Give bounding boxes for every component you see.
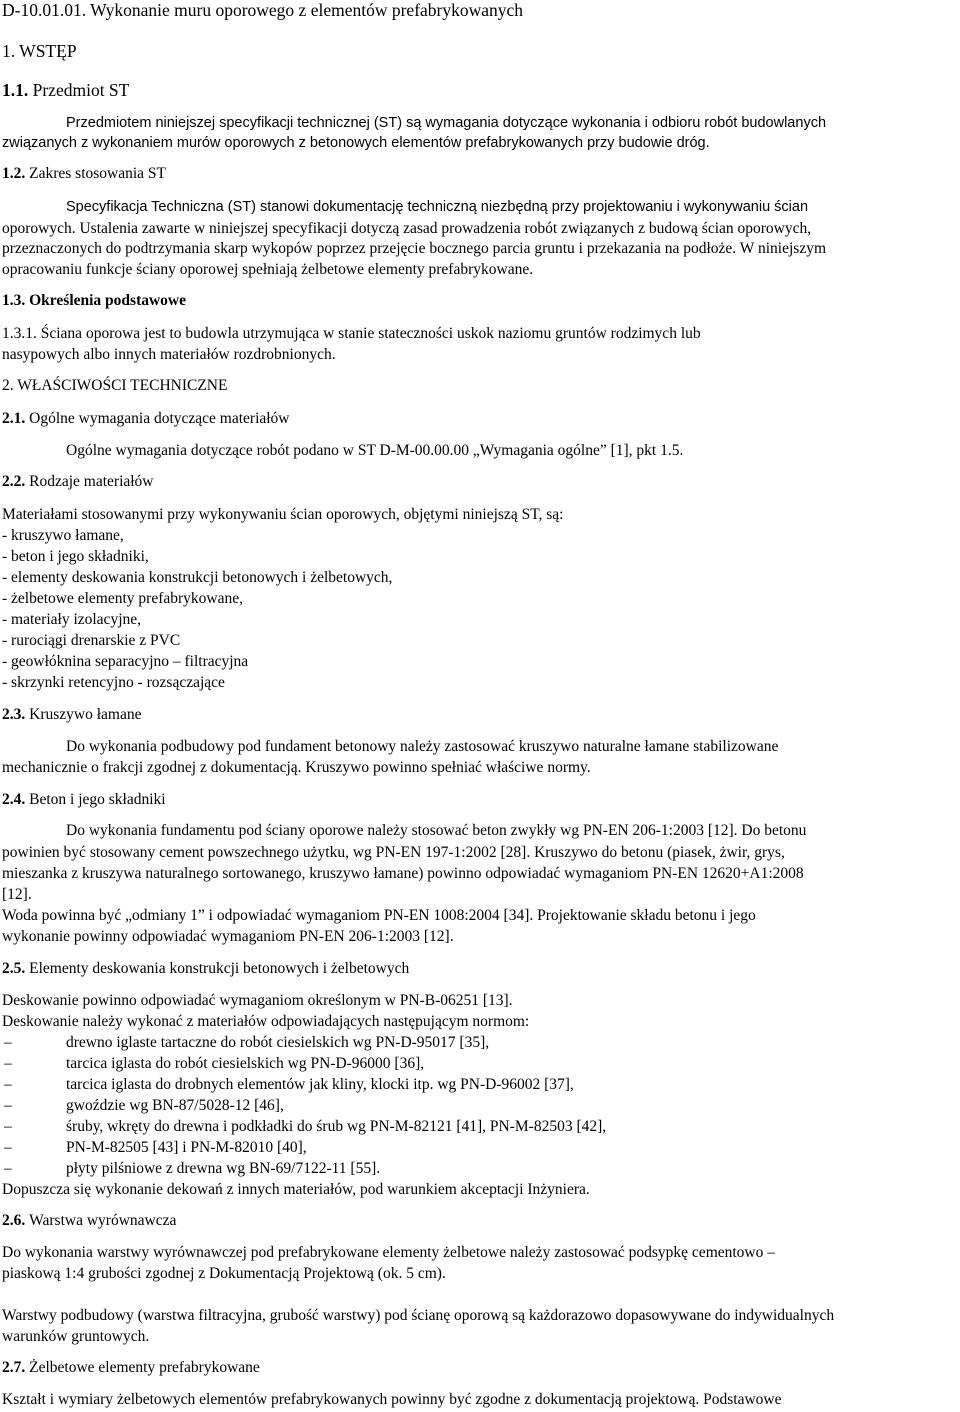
paragraph-line: Specyfikacja Techniczna (ST) stanowi dokumentację techniczną niezbędną przy projektowaniu i wykonywaniu ścian bbox=[66, 199, 809, 215]
heading-number: 1.2. bbox=[2, 165, 30, 182]
paragraph-line: warunków gruntowych. bbox=[2, 1328, 150, 1345]
heading-title: Warstwa wyrównawcza bbox=[29, 1212, 177, 1229]
dash-bullet: – bbox=[4, 1139, 12, 1156]
paragraph-line: Warstwy podbudowy (warstwa filtracyjna, grubość warstwy) pod ścianę oporową są każdorazowo dopasowywane do indywidualnych bbox=[2, 1307, 835, 1324]
dash-bullet: – bbox=[4, 1034, 12, 1051]
heading-number: 2.5. bbox=[2, 960, 30, 977]
paragraph-line: związanych z wykonaniem murów oporowych z betonowych elementów prefabrykowanych przy budowie dróg. bbox=[2, 135, 710, 151]
section-heading-1-3 bbox=[2, 291, 186, 311]
list-item: - elementy deskowania konstrukcji betonowych i żelbetowych, bbox=[2, 569, 393, 586]
paragraph-line: przeznaczonych do podtrzymania skarp wykopów poprzez przejęcie bocznego parcia gruntu i przekazania na podłoże. W niniejszym bbox=[2, 240, 827, 257]
heading-title: Zakres stosowania ST bbox=[29, 165, 167, 182]
list-item: - rurociągi drenarskie z PVC bbox=[2, 632, 181, 649]
heading-number: 1.3. bbox=[2, 292, 30, 309]
paragraph-line: mieszanka z kruszywa naturalnego sortowanego, kruszywo łamane) powinno odpowiadać wymaganiom PN-EN 12620+A1:2008 bbox=[2, 865, 804, 882]
heading-number: 2.1. bbox=[2, 410, 30, 427]
list-item: - skrzynki retencyjno - rozsączające bbox=[2, 674, 225, 691]
paragraph-line: powinien być stosowany cement powszechnego użytku, wg PN-EN 197-1:2002 [28]. Kruszywo do betonu (piasek, żwir, grys, bbox=[2, 844, 785, 861]
paragraph-line: [12]. bbox=[2, 886, 32, 903]
section-heading-1-1 bbox=[2, 80, 129, 100]
paragraph-line: Do wykonania fundamentu pod ściany oporowe należy stosować beton zwykły wg PN-EN 206-1:2003 [12]. Do betonu bbox=[66, 822, 807, 839]
heading-number: 1.1. bbox=[2, 80, 33, 100]
heading-title: Beton i jego składniki bbox=[29, 791, 166, 808]
paragraph-line: mechanicznie o frakcji zgodnej z dokumentacją. Kruszywo powinno spełniać właściwe normy. bbox=[2, 759, 591, 776]
section-heading-2-3 bbox=[2, 705, 141, 725]
section-heading-1-2 bbox=[2, 164, 166, 184]
list-item: - materiały izolacyjne, bbox=[2, 611, 142, 628]
list-item-text: gwoździe wg BN-87/5028-12 [46], bbox=[66, 1097, 284, 1114]
section-heading-2-6 bbox=[2, 1211, 176, 1231]
paragraph-line: Do wykonania warstwy wyrównawczej pod prefabrykowane elementy żelbetowe należy zastosować podsypkę cementowo – bbox=[2, 1244, 776, 1261]
heading-number: 2.3. bbox=[2, 706, 30, 723]
dash-bullet: – bbox=[4, 1118, 12, 1135]
dash-bullet: – bbox=[4, 1055, 12, 1072]
heading-title: Elementy deskowania konstrukcji betonowych i żelbetowych bbox=[29, 960, 410, 977]
list-item: - kruszywo łamane, bbox=[2, 527, 124, 544]
dash-bullet: – bbox=[4, 1160, 12, 1177]
section-heading-2-7 bbox=[2, 1358, 260, 1378]
section-heading-2-1 bbox=[2, 409, 290, 429]
list-item-text: tarcica iglasta do robót ciesielskich wg PN-D-96000 [36], bbox=[66, 1055, 425, 1072]
paragraph-line: Kształt i wymiary żelbetowych elementów prefabrykowanych powinny być zgodne z dokumentacją projektową. Podstawowe bbox=[2, 1391, 782, 1408]
dash-bullet: – bbox=[4, 1076, 12, 1093]
section-heading-2-5 bbox=[2, 959, 409, 979]
heading-number: 2.2. bbox=[2, 473, 30, 490]
list-item-text: płyty pilśniowe z drewna wg BN-69/7122-11 [55]. bbox=[66, 1160, 381, 1177]
paragraph-line: oporowych. Ustalenia zawarte w niniejszej specyfikacji dotyczą zasad prowadzenia robót związanych z budową ścian oporowych, bbox=[2, 220, 812, 237]
paragraph-line: Przedmiotem niniejszej specyfikacji technicznej (ST) są wymagania dotyczące wykonania i odbioru robót budowlanych bbox=[66, 115, 827, 131]
paragraph-line: Deskowanie należy wykonać z materiałów odpowiadających następującym normom: bbox=[2, 1013, 530, 1030]
section-heading-2-2 bbox=[2, 472, 154, 492]
heading-title: Przedmiot ST bbox=[32, 80, 130, 100]
list-item: - żelbetowe elementy prefabrykowane, bbox=[2, 590, 243, 607]
heading-title: Rodzaje materiałów bbox=[29, 473, 154, 490]
list-item-text: drewno iglaste tartaczne do robót ciesielskich wg PN-D-95017 [35], bbox=[66, 1034, 490, 1051]
heading-title: Kruszywo łamane bbox=[29, 706, 142, 723]
heading-title: Żelbetowe elementy prefabrykowane bbox=[29, 1359, 260, 1376]
paragraph-line: Do wykonania podbudowy pod fundament betonowy należy zastosować kruszywo naturalne łamane stabilizowane bbox=[66, 738, 779, 755]
heading-number: 2.4. bbox=[2, 791, 30, 808]
paragraph-line: 1.3.1. Ściana oporowa jest to budowla utrzymująca w stanie stateczności uskok naziomu gruntów rodzimych lub bbox=[2, 325, 701, 342]
heading-title: Określenia podstawowe bbox=[29, 292, 187, 309]
list-item: - beton i jego składniki, bbox=[2, 548, 149, 565]
paragraph-line: Woda powinna być „odmiany 1” i odpowiadać wymaganiom PN-EN 1008:2004 [34]. Projektowanie składu betonu i jego bbox=[2, 907, 756, 924]
paragraph-line: nasypowych albo innych materiałów rozdrobnionych. bbox=[2, 346, 336, 363]
paragraph-line: piaskową 1:4 grubości zgodnej z Dokumentacją Projektową (ok. 5 cm). bbox=[2, 1265, 446, 1282]
paragraph-line: Ogólne wymagania dotyczące robót podano w ST D-M-00.00.00 „Wymagania ogólne” [1], pkt 1.5. bbox=[66, 442, 684, 459]
paragraph-line: Materiałami stosowanymi przy wykonywaniu ścian oporowych, objętymi niniejszą ST, są: bbox=[2, 506, 564, 523]
dash-bullet: – bbox=[4, 1097, 12, 1114]
paragraph-line: wykonanie powinny odpowiadać wymaganiom PN-EN 206-1:2003 [12]. bbox=[2, 928, 454, 945]
list-item: - geowłóknina separacyjno – filtracyjna bbox=[2, 653, 249, 670]
list-item-text: PN-M-82505 [43] i PN-M-82010 [40], bbox=[66, 1139, 307, 1156]
section-heading-1: 1. WSTĘP bbox=[2, 41, 77, 61]
heading-title: Ogólne wymagania dotyczące materiałów bbox=[29, 410, 290, 427]
paragraph-line: opracowaniu funkcje ściany oporowej spełniają żelbetowe elementy prefabrykowane. bbox=[2, 261, 534, 278]
paragraph-line: Deskowanie powinno odpowiadać wymaganiom określonym w PN-B-06251 [13]. bbox=[2, 992, 513, 1009]
list-item-text: tarcica iglasta do drobnych elementów jak kliny, klocki itp. wg PN-D-96002 [37], bbox=[66, 1076, 574, 1093]
heading-number: 2.6. bbox=[2, 1212, 30, 1229]
section-heading-2: 2. WŁAŚCIWOŚCI TECHNICZNE bbox=[2, 377, 228, 394]
paragraph-line: Dopuszcza się wykonanie dekowań z innych materiałów, pod warunkiem akceptacji Inżyniera. bbox=[2, 1181, 590, 1198]
section-heading-2-4 bbox=[2, 790, 166, 810]
heading-number: 2.7. bbox=[2, 1359, 30, 1376]
document-title: D-10.01.01. Wykonanie muru oporowego z elementów prefabrykowanych bbox=[2, 0, 524, 20]
list-item-text: śruby, wkręty do drewna i podkładki do śrub wg PN-M-82121 [41], PN-M-82503 [42], bbox=[66, 1118, 607, 1135]
